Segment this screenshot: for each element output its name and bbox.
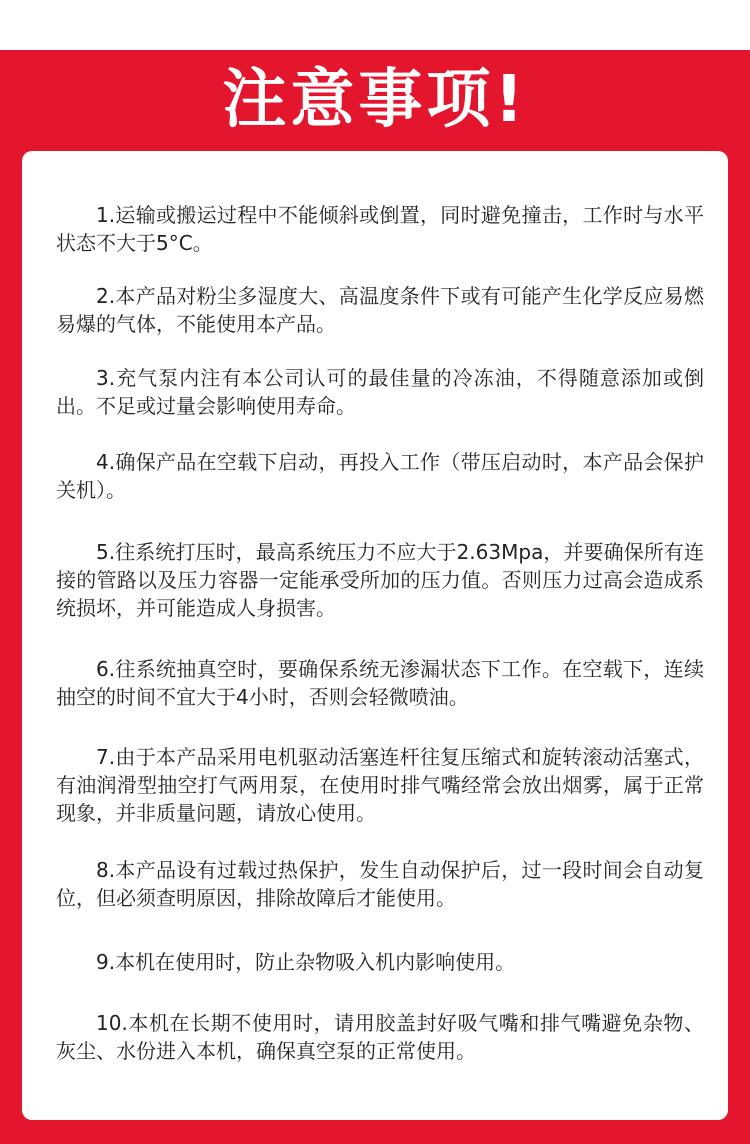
note-item-1: 1.运输或搬运过程中不能倾斜或倒置，同时避免撞击，工作时与水平状态不大于5°C。 [56,203,704,255]
notes-card [22,151,728,1120]
note-item-5: 5.往系统打压时，最高系统压力不应大于2.63Mpa，并要确保所有连接的管路以及压力容器一定能承受所加的压力值。否则压力过高会造成系统损坏，并可能造成人身损害。 [56,540,704,620]
note-item-3: 3.充气泵内注有本公司认可的最佳量的冷冻油，不得随意添加或倒出。不足或过量会影响使用寿命。 [56,366,704,418]
top-strip [0,0,750,51]
page-title: 注意事项! [222,63,528,137]
note-item-9: 9.本机在使用时，防止杂物吸入机内影响使用。 [96,950,516,974]
note-item-7: 7.由于本产品采用电机驱动活塞连杆往复压缩式和旋转滚动活塞式，有油润滑型抽空打气两用泵，在使用时排气嘴经常会放出烟雾，属于正常现象，并非质量问题，请放心使用。 [56,745,704,825]
note-item-6: 6.往系统抽真空时，要确保系统无渗漏状态下工作。在空载下，连续抽空的时间不宜大于4小时，否则会轻微喷油。 [56,657,704,709]
note-item-10: 10.本机在长期不使用时，请用胶盖封好吸气嘴和排气嘴避免杂物、灰尘、水份进入本机，确保真空泵的正常使用。 [56,1011,704,1063]
note-item-2: 2.本产品对粉尘多湿度大、高温度条件下或有可能产生化学反应易燃易爆的气体，不能使用本产品。 [56,284,704,336]
note-item-4: 4.确保产品在空载下启动，再投入工作（带压启动时，本产品会保护关机）。 [56,450,704,502]
note-item-8: 8.本产品设有过载过热保护，发生自动保护后，过一段时间会自动复位，但必须查明原因，排除故障后才能使用。 [56,858,704,910]
